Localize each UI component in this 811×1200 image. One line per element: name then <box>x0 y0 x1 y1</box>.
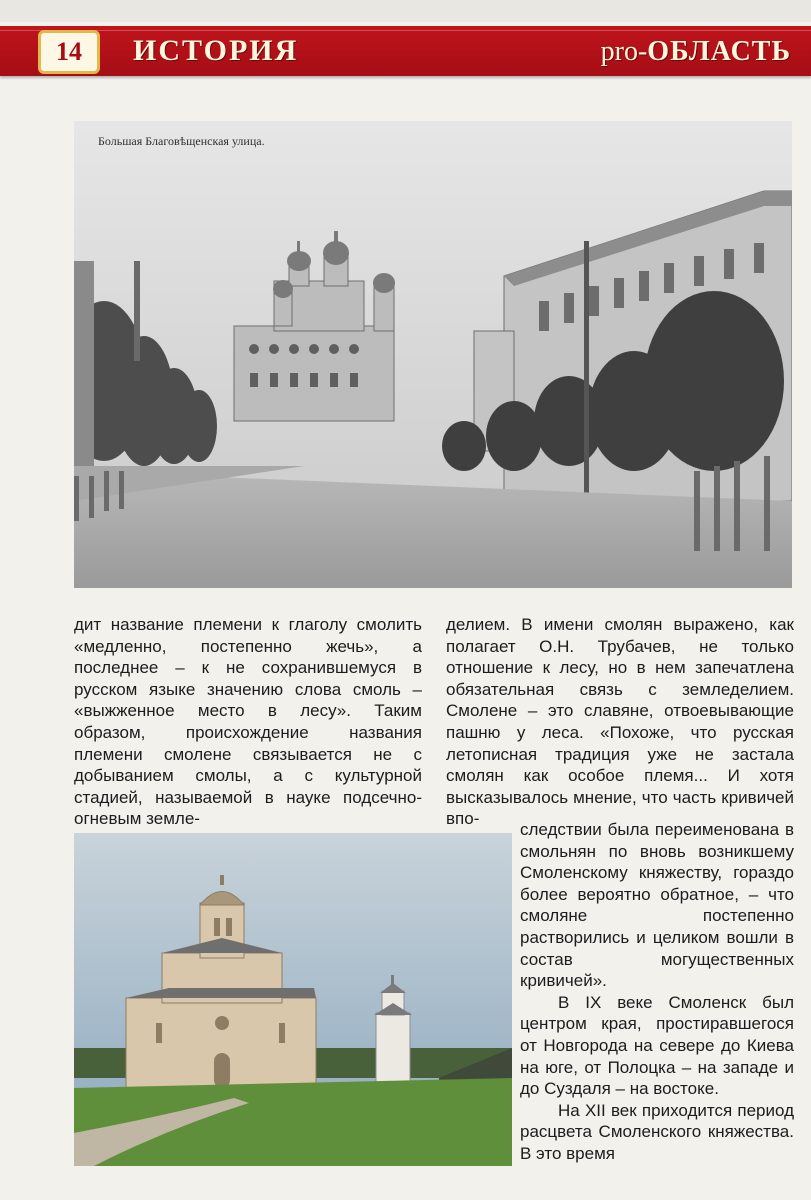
column-right-paragraph-3: На XII век приходится период расцвета Смоленского княжества. В это время <box>520 1100 794 1163</box>
church-illustration <box>74 833 512 1166</box>
page-top-edge <box>0 0 811 22</box>
brand-prefix: pro- <box>600 36 648 67</box>
historic-street-photo <box>74 121 792 588</box>
column-right-text-bottom <box>520 819 794 1165</box>
header-highlight <box>0 30 811 31</box>
column-right-text-top <box>446 614 794 830</box>
brand-name: ОБЛАСТЬ <box>647 36 791 67</box>
section-title: ИСТОРИЯ <box>133 34 299 67</box>
brand-logo <box>601 36 791 68</box>
page-number-badge <box>38 30 100 74</box>
column-left-text <box>74 614 422 830</box>
church-photo <box>74 833 512 1166</box>
column-right-paragraph-2: В IX веке Смоленск был центром края, простиравшегося от Новгорода на севере до Киева на юге, от Полоцка – на западе и до Суздаля – на востоке. <box>520 992 794 1099</box>
historic-street-illustration <box>74 121 792 588</box>
column-right-paragraph-top: делием. В имени смолян выражено, как полагает О.Н. Трубачев, не только отношение к лесу, но в нем запечатлена обязательная связь с земледелием. Смолене – это славяне, отвоевывающие пашню у леса. «Похоже, что русская летописная традиция уже не застала смолян как особое племя... И хотя высказывалось мнение, что часть кривичей впо- <box>446 615 794 829</box>
historic-photo-caption: Большая Благовѣщенская улица. <box>98 134 265 148</box>
column-left-paragraph: дит название племени к глаголу смолить «медленно, постепенно жечь», а последнее – к не сохранившемуся в русском языке значению слова смоль – «выжженное место в лесу». Таким образом, происхождение названия племени смолене связывается не с добыванием смолы, а с культурной стадией, называемой в науке подсечно-огневым земле- <box>74 615 422 829</box>
column-right-wrap-paragraph: следствии была переименована в смольнян по вновь возникшему Смоленскому княжеству, гораздо более вероятно обратное, – что смоляне постепенно растворились и целиком вошли в состав могущественных кривичей». <box>520 820 794 991</box>
page-number: 14 <box>56 37 82 66</box>
